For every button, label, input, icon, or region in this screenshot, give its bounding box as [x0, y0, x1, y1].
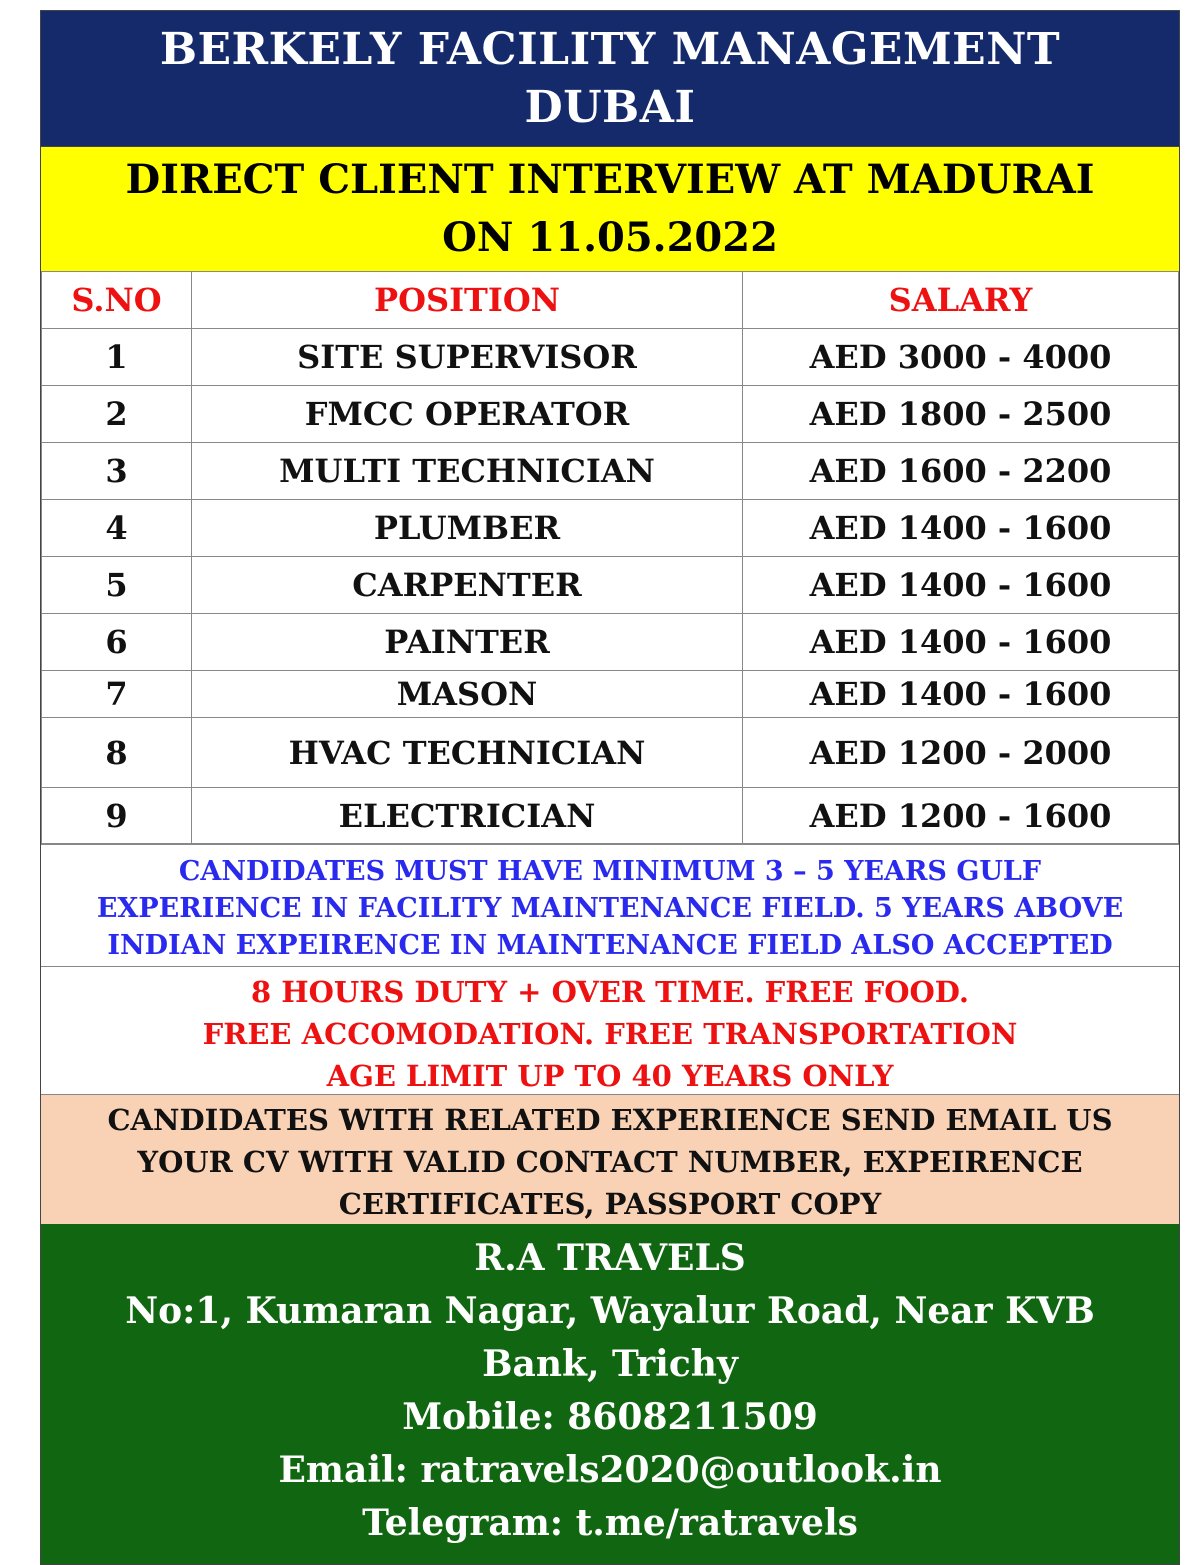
row-salary: AED 1600 - 2200	[743, 443, 1179, 500]
apply-line: YOUR CV WITH VALID CONTACT NUMBER, EXPEIRENCE	[137, 1145, 1083, 1179]
column-header-salary: SALARY	[743, 272, 1179, 329]
job-benefits	[41, 966, 1179, 1094]
benefit-line: AGE LIMIT UP TO 40 YEARS ONLY	[326, 1059, 894, 1093]
row-salary: AED 1200 - 1600	[743, 788, 1179, 844]
benefit-line: FREE ACCOMODATION. FREE TRANSPORTATION	[202, 1017, 1018, 1051]
company-title	[41, 11, 1179, 146]
benefit-line: 8 HOURS DUTY + OVER TIME. FREE FOOD.	[251, 975, 969, 1009]
row-position: FMCC OPERATOR	[192, 386, 743, 443]
contact-block	[41, 1224, 1179, 1564]
row-salary: AED 1200 - 2000	[743, 718, 1179, 788]
mobile-number: Mobile: 8608211509	[402, 1396, 818, 1438]
column-header-sno: S.NO	[42, 272, 192, 329]
row-position: ELECTRICIAN	[192, 788, 743, 844]
row-salary: AED 1400 - 1600	[743, 671, 1179, 718]
experience-requirements	[41, 844, 1179, 966]
interview-date: ON 11.05.2022	[442, 214, 778, 261]
address-line: No:1, Kumaran Nagar, Wayalur Road, Near KVB	[125, 1290, 1095, 1332]
table-row	[42, 386, 1179, 443]
row-sno: 2	[42, 386, 192, 443]
row-sno: 5	[42, 557, 192, 614]
row-position: MULTI TECHNICIAN	[192, 443, 743, 500]
row-position: PLUMBER	[192, 500, 743, 557]
table-row	[42, 443, 1179, 500]
row-salary: AED 3000 - 4000	[743, 329, 1179, 386]
apply-line: CANDIDATES WITH RELATED EXPERIENCE SEND EMAIL US	[107, 1103, 1113, 1137]
row-salary: AED 1400 - 1600	[743, 500, 1179, 557]
job-poster	[40, 10, 1180, 1565]
agency-name: R.A TRAVELS	[474, 1237, 746, 1279]
row-salary: AED 1400 - 1600	[743, 614, 1179, 671]
row-sno: 8	[42, 718, 192, 788]
address-line: Bank, Trichy	[482, 1343, 738, 1385]
requirement-line: INDIAN EXPEIRENCE IN MAINTENANCE FIELD ALSO ACCEPTED	[107, 930, 1113, 961]
row-sno: 1	[42, 329, 192, 386]
table-row	[42, 614, 1179, 671]
row-position: CARPENTER	[192, 557, 743, 614]
table-row	[42, 329, 1179, 386]
table-row	[42, 557, 1179, 614]
row-sno: 4	[42, 500, 192, 557]
requirement-line: EXPERIENCE IN FACILITY MAINTENANCE FIELD. 5 YEARS ABOVE	[96, 893, 1124, 924]
email-address: Email: ratravels2020@outlook.in	[278, 1449, 942, 1491]
row-sno: 9	[42, 788, 192, 844]
apply-line: CERTIFICATES, PASSPORT COPY	[338, 1187, 882, 1221]
table-row	[42, 671, 1179, 718]
row-salary: AED 1400 - 1600	[743, 557, 1179, 614]
row-sno: 6	[42, 614, 192, 671]
row-position: MASON	[192, 671, 743, 718]
row-sno: 3	[42, 443, 192, 500]
column-header-position: POSITION	[192, 272, 743, 329]
row-salary: AED 1800 - 2500	[743, 386, 1179, 443]
interview-venue: DIRECT CLIENT INTERVIEW AT MADURAI	[125, 156, 1095, 203]
row-position: SITE SUPERVISOR	[192, 329, 743, 386]
positions-table	[41, 271, 1179, 844]
table-row	[42, 718, 1179, 788]
table-row	[42, 500, 1179, 557]
row-position: HVAC TECHNICIAN	[192, 718, 743, 788]
telegram-link: Telegram: t.me/ratravels	[362, 1502, 858, 1544]
row-position: PAINTER	[192, 614, 743, 671]
interview-banner	[41, 146, 1179, 271]
application-instructions	[41, 1094, 1179, 1224]
table-row	[42, 788, 1179, 844]
table-header-row	[42, 272, 1179, 329]
row-sno: 7	[42, 671, 192, 718]
company-name: BERKELY FACILITY MANAGEMENT	[159, 24, 1061, 75]
company-location: DUBAI	[524, 82, 696, 133]
requirement-line: CANDIDATES MUST HAVE MINIMUM 3 – 5 YEARS GULF	[178, 856, 1042, 887]
